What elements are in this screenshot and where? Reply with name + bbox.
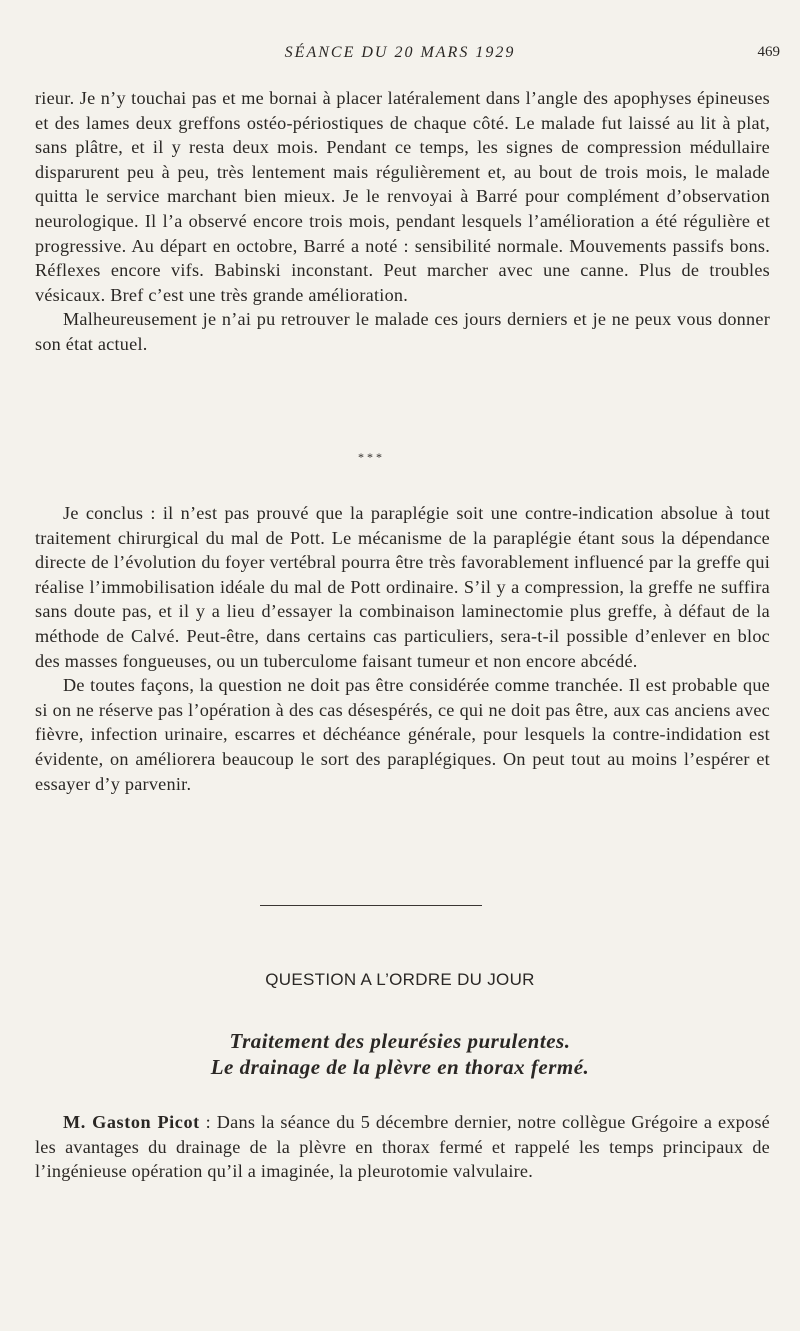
paragraph-5-text: : Dans la séance du 5 décembre dernier, notre collègue Grégoire a exposé les avantages du drainage de la plèvre en thorax fermé et rappelé les temps principaux de l’ingénieuse opération qu’il a imaginée, la pleurotomie valvulaire. [35,1112,770,1182]
text-block-3 [35,1110,770,1184]
paragraph-3: Je conclus : il n’est pas prouvé que la paraplégie soit une contre-indication absolue à tout traitement chirurgical du mal de Pott. Le mécanisme de la paraplégie étant sous la dépendance directe de l’évolution du foyer vertébral pourra être très favorablement influencé par la greffe qui réalise l’immobilisation idéale du mal de Pott ordinaire. S’il y a compression, la greffe ne suffira sans doute pas, et il y a lieu d’essayer la combinaison laminectomie plus greffe, à défaut de la méthode de Calvé. Peut-être, dans certains cas particuliers, sera-t-il possible d’enlever en bloc des masses fongueuses, ou un tuberculome faisant tumeur et non encore abcédé. [35,503,770,671]
paragraph-2: Malheureusement je n’ai pu retrouver le malade ces jours derniers et je ne peux vous donner son état actuel. [35,309,770,354]
page-header [0,44,800,68]
running-head: SÉANCE DU 20 MARS 1929 [284,44,516,61]
section-divider [260,905,482,906]
page-number: 469 [757,44,780,60]
text-block-2 [35,501,770,796]
title-line-2: Le drainage de la plèvre en thorax fermé. [210,1055,590,1079]
paragraph-1: rieur. Je n’y touchai pas et me bornai à placer latéralement dans l’angle des apophyses épineuses et des lames deux greffons ostéo-périostiques de chaque côté. Le malade fut laissé au lit à plat, sans plâtre, et il y resta deux mois. Pendant ce temps, les signes de compression médullaire disparurent peu à peu, très lentement mais régulièrement et, au bout de trois mois, le malade quitta le service marchant bien mieux. Je le renvoyai à Barré pour complément d’observation neurologique. Il l’a observé encore trois mois, pendant lesquels l’amélioration a été régulière et progressive. Au départ en octobre, Barré a noté : sensibilité normale. Mouvements passifs bons. Réflexes encore vifs. Babinski inconstant. Peut marcher avec une canne. Plus de troubles vésicaux. Bref c’est une très grande amélioration. [35,88,770,305]
section-heading: QUESTION A L’ORDRE DU JOUR [265,970,535,989]
text-block-1 [35,86,770,357]
speaker-name: M. Gaston Picot [63,1112,200,1132]
title-line-1: Traitement des pleurésies purulentes. [229,1029,571,1053]
asterism: * * * [358,450,382,464]
paragraph-5 [35,1110,770,1184]
article-title [0,1028,800,1080]
paragraph-4: De toutes façons, la question ne doit pas être considérée comme tranchée. Il est probable que si on ne réserve pas l’opération à des cas désespérés, ce qui ne doit pas être, aux cas anciens avec fièvre, infection urinaire, escarres et déchéance générale, pour lesquels la contre-indidation est évidente, on améliorera beaucoup le sort des paraplégiques. On peut tout au moins l’espérer et essayer d’y parvenir. [35,675,770,794]
section-stars [350,452,390,482]
